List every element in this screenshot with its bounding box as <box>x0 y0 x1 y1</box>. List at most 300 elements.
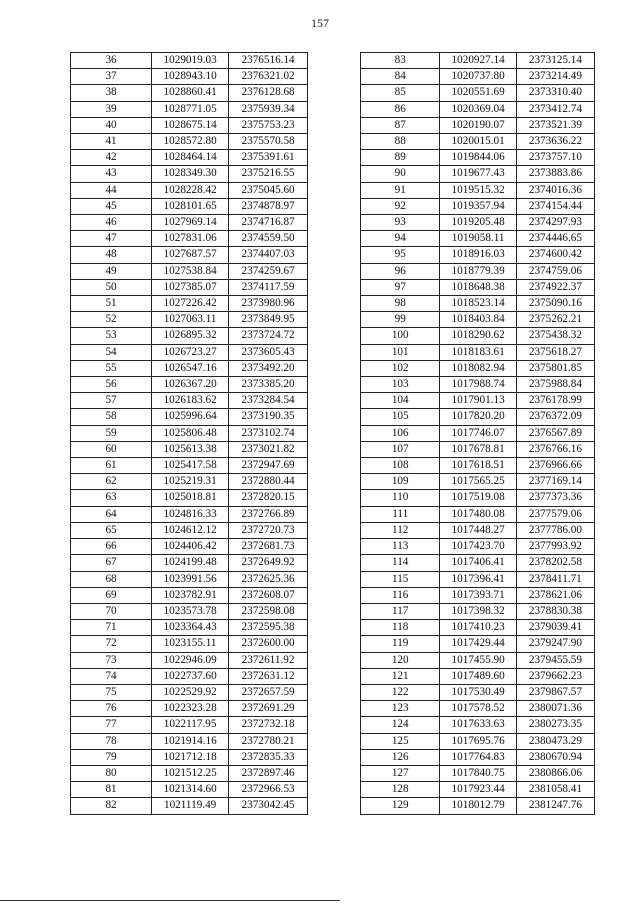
table-row <box>361 279 595 295</box>
table-row <box>361 263 595 279</box>
coordinates-table-left-body <box>71 53 308 815</box>
x-coordinate-cell: 1018012.79 <box>440 798 516 814</box>
point-number-cell: 93 <box>361 215 440 231</box>
x-coordinate-cell: 1028349.30 <box>152 166 229 182</box>
point-number-cell: 74 <box>71 668 152 684</box>
x-coordinate-cell: 1025417.58 <box>152 458 229 474</box>
table-row <box>71 53 308 69</box>
x-coordinate-cell: 1017423.70 <box>440 539 516 555</box>
x-coordinate-cell: 1022117.95 <box>152 717 229 733</box>
y-coordinate-cell: 2374600.42 <box>516 247 594 263</box>
point-number-cell: 126 <box>361 749 440 765</box>
x-coordinate-cell: 1017901.13 <box>440 393 516 409</box>
table-row <box>71 312 308 328</box>
x-coordinate-cell: 1027831.06 <box>152 231 229 247</box>
y-coordinate-cell: 2373883.86 <box>516 166 594 182</box>
y-coordinate-cell: 2375391.61 <box>229 150 308 166</box>
table-row <box>361 441 595 457</box>
y-coordinate-cell: 2374922.37 <box>516 279 594 295</box>
point-number-cell: 90 <box>361 166 440 182</box>
x-coordinate-cell: 1017396.41 <box>440 571 516 587</box>
x-coordinate-cell: 1027969.14 <box>152 215 229 231</box>
y-coordinate-cell: 2372631.12 <box>229 668 308 684</box>
point-number-cell: 104 <box>361 393 440 409</box>
x-coordinate-cell: 1022946.09 <box>152 652 229 668</box>
point-number-cell: 56 <box>71 377 152 393</box>
y-coordinate-cell: 2375045.60 <box>229 182 308 198</box>
table-row <box>71 490 308 506</box>
x-coordinate-cell: 1017406.41 <box>440 555 516 571</box>
table-row <box>361 798 595 814</box>
point-number-cell: 102 <box>361 360 440 376</box>
point-number-cell: 41 <box>71 134 152 150</box>
y-coordinate-cell: 2375570.58 <box>229 134 308 150</box>
y-coordinate-cell: 2380866.06 <box>516 765 594 781</box>
y-coordinate-cell: 2375438.32 <box>516 328 594 344</box>
point-number-cell: 54 <box>71 344 152 360</box>
point-number-cell: 88 <box>361 134 440 150</box>
point-number-cell: 45 <box>71 198 152 214</box>
table-row <box>71 215 308 231</box>
x-coordinate-cell: 1020927.14 <box>440 53 516 69</box>
x-coordinate-cell: 1017393.71 <box>440 587 516 603</box>
x-coordinate-cell: 1025806.48 <box>152 425 229 441</box>
table-row <box>361 182 595 198</box>
y-coordinate-cell: 2372966.53 <box>229 782 308 798</box>
point-number-cell: 121 <box>361 668 440 684</box>
point-number-cell: 123 <box>361 701 440 717</box>
bottom-rule <box>0 900 340 901</box>
x-coordinate-cell: 1017489.60 <box>440 668 516 684</box>
point-number-cell: 97 <box>361 279 440 295</box>
x-coordinate-cell: 1022529.92 <box>152 684 229 700</box>
x-coordinate-cell: 1019844.06 <box>440 150 516 166</box>
y-coordinate-cell: 2376178.99 <box>516 393 594 409</box>
y-coordinate-cell: 2376966.66 <box>516 458 594 474</box>
table-row <box>361 555 595 571</box>
x-coordinate-cell: 1022737.60 <box>152 668 229 684</box>
y-coordinate-cell: 2372595.38 <box>229 620 308 636</box>
x-coordinate-cell: 1017530.49 <box>440 684 516 700</box>
x-coordinate-cell: 1020551.69 <box>440 85 516 101</box>
y-coordinate-cell: 2376321.02 <box>229 69 308 85</box>
x-coordinate-cell: 1017678.81 <box>440 441 516 457</box>
point-number-cell: 78 <box>71 733 152 749</box>
y-coordinate-cell: 2373284.54 <box>229 393 308 409</box>
table-row <box>361 409 595 425</box>
point-number-cell: 125 <box>361 733 440 749</box>
table-row <box>361 717 595 733</box>
y-coordinate-cell: 2377169.14 <box>516 474 594 490</box>
table-row <box>71 166 308 182</box>
x-coordinate-cell: 1018082.94 <box>440 360 516 376</box>
y-coordinate-cell: 2373021.82 <box>229 441 308 457</box>
point-number-cell: 70 <box>71 603 152 619</box>
y-coordinate-cell: 2375801.85 <box>516 360 594 376</box>
coordinates-table-right <box>360 52 595 815</box>
table-row <box>361 490 595 506</box>
x-coordinate-cell: 1017633.63 <box>440 717 516 733</box>
y-coordinate-cell: 2374016.36 <box>516 182 594 198</box>
point-number-cell: 36 <box>71 53 152 69</box>
table-row <box>71 377 308 393</box>
table-row <box>71 701 308 717</box>
point-number-cell: 48 <box>71 247 152 263</box>
x-coordinate-cell: 1025018.81 <box>152 490 229 506</box>
x-coordinate-cell: 1024406.42 <box>152 539 229 555</box>
x-coordinate-cell: 1018290.62 <box>440 328 516 344</box>
x-coordinate-cell: 1020737.80 <box>440 69 516 85</box>
y-coordinate-cell: 2379867.57 <box>516 684 594 700</box>
point-number-cell: 51 <box>71 296 152 312</box>
table-row <box>71 360 308 376</box>
table-row <box>71 636 308 652</box>
table-row <box>71 620 308 636</box>
y-coordinate-cell: 2381247.76 <box>516 798 594 814</box>
point-number-cell: 118 <box>361 620 440 636</box>
point-number-cell: 83 <box>361 53 440 69</box>
table-row <box>71 749 308 765</box>
table-row <box>71 231 308 247</box>
y-coordinate-cell: 2373492.20 <box>229 360 308 376</box>
table-row <box>361 506 595 522</box>
y-coordinate-cell: 2373214.49 <box>516 69 594 85</box>
y-coordinate-cell: 2378202.58 <box>516 555 594 571</box>
point-number-cell: 108 <box>361 458 440 474</box>
x-coordinate-cell: 1023155.11 <box>152 636 229 652</box>
point-number-cell: 110 <box>361 490 440 506</box>
x-coordinate-cell: 1028943.10 <box>152 69 229 85</box>
table-row <box>361 587 595 603</box>
x-coordinate-cell: 1019058.11 <box>440 231 516 247</box>
point-number-cell: 72 <box>71 636 152 652</box>
y-coordinate-cell: 2375988.84 <box>516 377 594 393</box>
y-coordinate-cell: 2372625.36 <box>229 571 308 587</box>
x-coordinate-cell: 1020190.07 <box>440 117 516 133</box>
y-coordinate-cell: 2379455.59 <box>516 652 594 668</box>
x-coordinate-cell: 1017565.25 <box>440 474 516 490</box>
point-number-cell: 119 <box>361 636 440 652</box>
point-number-cell: 114 <box>361 555 440 571</box>
table-row <box>361 198 595 214</box>
point-number-cell: 50 <box>71 279 152 295</box>
table-row <box>71 409 308 425</box>
y-coordinate-cell: 2378830.38 <box>516 603 594 619</box>
y-coordinate-cell: 2374716.87 <box>229 215 308 231</box>
x-coordinate-cell: 1018916.03 <box>440 247 516 263</box>
point-number-cell: 39 <box>71 101 152 117</box>
y-coordinate-cell: 2373125.14 <box>516 53 594 69</box>
x-coordinate-cell: 1017429.44 <box>440 636 516 652</box>
table-row <box>71 587 308 603</box>
x-coordinate-cell: 1017923.44 <box>440 782 516 798</box>
point-number-cell: 43 <box>71 166 152 182</box>
point-number-cell: 89 <box>361 150 440 166</box>
table-row <box>361 765 595 781</box>
y-coordinate-cell: 2372608.07 <box>229 587 308 603</box>
table-row <box>361 684 595 700</box>
y-coordinate-cell: 2377373.36 <box>516 490 594 506</box>
y-coordinate-cell: 2377786.00 <box>516 522 594 538</box>
y-coordinate-cell: 2380670.94 <box>516 749 594 765</box>
table-row <box>361 360 595 376</box>
point-number-cell: 105 <box>361 409 440 425</box>
table-row <box>71 571 308 587</box>
y-coordinate-cell: 2372835.33 <box>229 749 308 765</box>
y-coordinate-cell: 2375618.27 <box>516 344 594 360</box>
y-coordinate-cell: 2374559.50 <box>229 231 308 247</box>
y-coordinate-cell: 2375939.34 <box>229 101 308 117</box>
y-coordinate-cell: 2375262.21 <box>516 312 594 328</box>
table-row <box>71 458 308 474</box>
x-coordinate-cell: 1019205.48 <box>440 215 516 231</box>
point-number-cell: 116 <box>361 587 440 603</box>
table-row <box>71 85 308 101</box>
y-coordinate-cell: 2373636.22 <box>516 134 594 150</box>
x-coordinate-cell: 1017455.90 <box>440 652 516 668</box>
y-coordinate-cell: 2372766.89 <box>229 506 308 522</box>
point-number-cell: 61 <box>71 458 152 474</box>
y-coordinate-cell: 2377993.92 <box>516 539 594 555</box>
x-coordinate-cell: 1020015.01 <box>440 134 516 150</box>
point-number-cell: 60 <box>71 441 152 457</box>
x-coordinate-cell: 1017519.08 <box>440 490 516 506</box>
y-coordinate-cell: 2373757.10 <box>516 150 594 166</box>
x-coordinate-cell: 1026723.27 <box>152 344 229 360</box>
table-row <box>361 474 595 490</box>
table-row <box>71 263 308 279</box>
point-number-cell: 42 <box>71 150 152 166</box>
x-coordinate-cell: 1029019.03 <box>152 53 229 69</box>
y-coordinate-cell: 2372600.00 <box>229 636 308 652</box>
table-row <box>361 701 595 717</box>
x-coordinate-cell: 1024199.48 <box>152 555 229 571</box>
table-row <box>361 393 595 409</box>
y-coordinate-cell: 2373190.35 <box>229 409 308 425</box>
coordinates-table-left <box>70 52 308 815</box>
table-row <box>71 555 308 571</box>
x-coordinate-cell: 1021314.60 <box>152 782 229 798</box>
point-number-cell: 68 <box>71 571 152 587</box>
y-coordinate-cell: 2379662.23 <box>516 668 594 684</box>
table-row <box>71 717 308 733</box>
table-row <box>71 684 308 700</box>
y-coordinate-cell: 2372657.59 <box>229 684 308 700</box>
y-coordinate-cell: 2373980.96 <box>229 296 308 312</box>
x-coordinate-cell: 1023364.43 <box>152 620 229 636</box>
point-number-cell: 82 <box>71 798 152 814</box>
table-row <box>71 539 308 555</box>
table-row <box>361 328 595 344</box>
x-coordinate-cell: 1021914.16 <box>152 733 229 749</box>
table-row <box>361 377 595 393</box>
point-number-cell: 85 <box>361 85 440 101</box>
x-coordinate-cell: 1028675.14 <box>152 117 229 133</box>
table-row <box>71 652 308 668</box>
point-number-cell: 115 <box>361 571 440 587</box>
x-coordinate-cell: 1017988.74 <box>440 377 516 393</box>
table-row <box>361 522 595 538</box>
table-row <box>71 522 308 538</box>
x-coordinate-cell: 1017448.27 <box>440 522 516 538</box>
table-row <box>361 749 595 765</box>
table-row <box>361 344 595 360</box>
point-number-cell: 95 <box>361 247 440 263</box>
y-coordinate-cell: 2373385.20 <box>229 377 308 393</box>
y-coordinate-cell: 2373724.72 <box>229 328 308 344</box>
table-row <box>361 782 595 798</box>
point-number-cell: 37 <box>71 69 152 85</box>
y-coordinate-cell: 2374446.65 <box>516 231 594 247</box>
y-coordinate-cell: 2376516.14 <box>229 53 308 69</box>
point-number-cell: 120 <box>361 652 440 668</box>
point-number-cell: 65 <box>71 522 152 538</box>
y-coordinate-cell: 2372947.69 <box>229 458 308 474</box>
x-coordinate-cell: 1021512.25 <box>152 765 229 781</box>
y-coordinate-cell: 2377579.06 <box>516 506 594 522</box>
y-coordinate-cell: 2374259.67 <box>229 263 308 279</box>
point-number-cell: 71 <box>71 620 152 636</box>
table-row <box>361 150 595 166</box>
table-row <box>361 215 595 231</box>
x-coordinate-cell: 1017764.83 <box>440 749 516 765</box>
point-number-cell: 67 <box>71 555 152 571</box>
x-coordinate-cell: 1017618.51 <box>440 458 516 474</box>
point-number-cell: 49 <box>71 263 152 279</box>
point-number-cell: 53 <box>71 328 152 344</box>
point-number-cell: 107 <box>361 441 440 457</box>
point-number-cell: 52 <box>71 312 152 328</box>
point-number-cell: 57 <box>71 393 152 409</box>
y-coordinate-cell: 2372732.18 <box>229 717 308 733</box>
table-row <box>71 134 308 150</box>
table-row <box>361 117 595 133</box>
table-row <box>71 393 308 409</box>
y-coordinate-cell: 2376766.16 <box>516 441 594 457</box>
x-coordinate-cell: 1024816.33 <box>152 506 229 522</box>
x-coordinate-cell: 1028771.05 <box>152 101 229 117</box>
table-row <box>71 247 308 263</box>
table-row <box>361 733 595 749</box>
y-coordinate-cell: 2375753.23 <box>229 117 308 133</box>
table-row <box>71 474 308 490</box>
x-coordinate-cell: 1025613.38 <box>152 441 229 457</box>
x-coordinate-cell: 1017578.52 <box>440 701 516 717</box>
point-number-cell: 128 <box>361 782 440 798</box>
x-coordinate-cell: 1026895.32 <box>152 328 229 344</box>
point-number-cell: 76 <box>71 701 152 717</box>
y-coordinate-cell: 2381058.41 <box>516 782 594 798</box>
table-row <box>71 668 308 684</box>
x-coordinate-cell: 1025996.64 <box>152 409 229 425</box>
point-number-cell: 77 <box>71 717 152 733</box>
x-coordinate-cell: 1027687.57 <box>152 247 229 263</box>
y-coordinate-cell: 2373605.43 <box>229 344 308 360</box>
point-number-cell: 69 <box>71 587 152 603</box>
point-number-cell: 86 <box>361 101 440 117</box>
table-row <box>361 296 595 312</box>
x-coordinate-cell: 1028228.42 <box>152 182 229 198</box>
y-coordinate-cell: 2374759.06 <box>516 263 594 279</box>
y-coordinate-cell: 2378621.06 <box>516 587 594 603</box>
y-coordinate-cell: 2373849.95 <box>229 312 308 328</box>
y-coordinate-cell: 2372780.21 <box>229 733 308 749</box>
table-row <box>361 247 595 263</box>
table-row <box>71 441 308 457</box>
x-coordinate-cell: 1026183.62 <box>152 393 229 409</box>
point-number-cell: 46 <box>71 215 152 231</box>
x-coordinate-cell: 1017820.20 <box>440 409 516 425</box>
x-coordinate-cell: 1018183.61 <box>440 344 516 360</box>
point-number-cell: 109 <box>361 474 440 490</box>
table-row <box>71 782 308 798</box>
x-coordinate-cell: 1019677.43 <box>440 166 516 182</box>
x-coordinate-cell: 1018648.38 <box>440 279 516 295</box>
y-coordinate-cell: 2372820.15 <box>229 490 308 506</box>
y-coordinate-cell: 2374297.93 <box>516 215 594 231</box>
y-coordinate-cell: 2372880.44 <box>229 474 308 490</box>
y-coordinate-cell: 2372611.92 <box>229 652 308 668</box>
x-coordinate-cell: 1022323.28 <box>152 701 229 717</box>
table-row <box>71 425 308 441</box>
point-number-cell: 79 <box>71 749 152 765</box>
table-row <box>361 69 595 85</box>
y-coordinate-cell: 2372691.29 <box>229 701 308 717</box>
point-number-cell: 75 <box>71 684 152 700</box>
table-row <box>361 134 595 150</box>
y-coordinate-cell: 2374154.44 <box>516 198 594 214</box>
point-number-cell: 124 <box>361 717 440 733</box>
x-coordinate-cell: 1017480.08 <box>440 506 516 522</box>
x-coordinate-cell: 1023991.56 <box>152 571 229 587</box>
point-number-cell: 101 <box>361 344 440 360</box>
table-row <box>361 620 595 636</box>
table-row <box>361 85 595 101</box>
point-number-cell: 94 <box>361 231 440 247</box>
table-row <box>361 668 595 684</box>
table-row <box>71 198 308 214</box>
x-coordinate-cell: 1020369.04 <box>440 101 516 117</box>
y-coordinate-cell: 2373042.45 <box>229 798 308 814</box>
coordinates-table-right-body <box>361 53 595 815</box>
x-coordinate-cell: 1024612.12 <box>152 522 229 538</box>
x-coordinate-cell: 1028860.41 <box>152 85 229 101</box>
x-coordinate-cell: 1017746.07 <box>440 425 516 441</box>
x-coordinate-cell: 1023573.78 <box>152 603 229 619</box>
y-coordinate-cell: 2373310.40 <box>516 85 594 101</box>
point-number-cell: 63 <box>71 490 152 506</box>
y-coordinate-cell: 2372649.92 <box>229 555 308 571</box>
x-coordinate-cell: 1027385.07 <box>152 279 229 295</box>
y-coordinate-cell: 2374878.97 <box>229 198 308 214</box>
point-number-cell: 96 <box>361 263 440 279</box>
table-row <box>361 425 595 441</box>
table-row <box>361 312 595 328</box>
x-coordinate-cell: 1026367.20 <box>152 377 229 393</box>
y-coordinate-cell: 2374407.03 <box>229 247 308 263</box>
table-row <box>361 539 595 555</box>
table-row <box>71 765 308 781</box>
point-number-cell: 127 <box>361 765 440 781</box>
x-coordinate-cell: 1028101.65 <box>152 198 229 214</box>
table-row <box>71 733 308 749</box>
table-row <box>71 328 308 344</box>
table-row <box>71 798 308 814</box>
x-coordinate-cell: 1017410.23 <box>440 620 516 636</box>
table-row <box>71 506 308 522</box>
table-row <box>71 279 308 295</box>
point-number-cell: 44 <box>71 182 152 198</box>
